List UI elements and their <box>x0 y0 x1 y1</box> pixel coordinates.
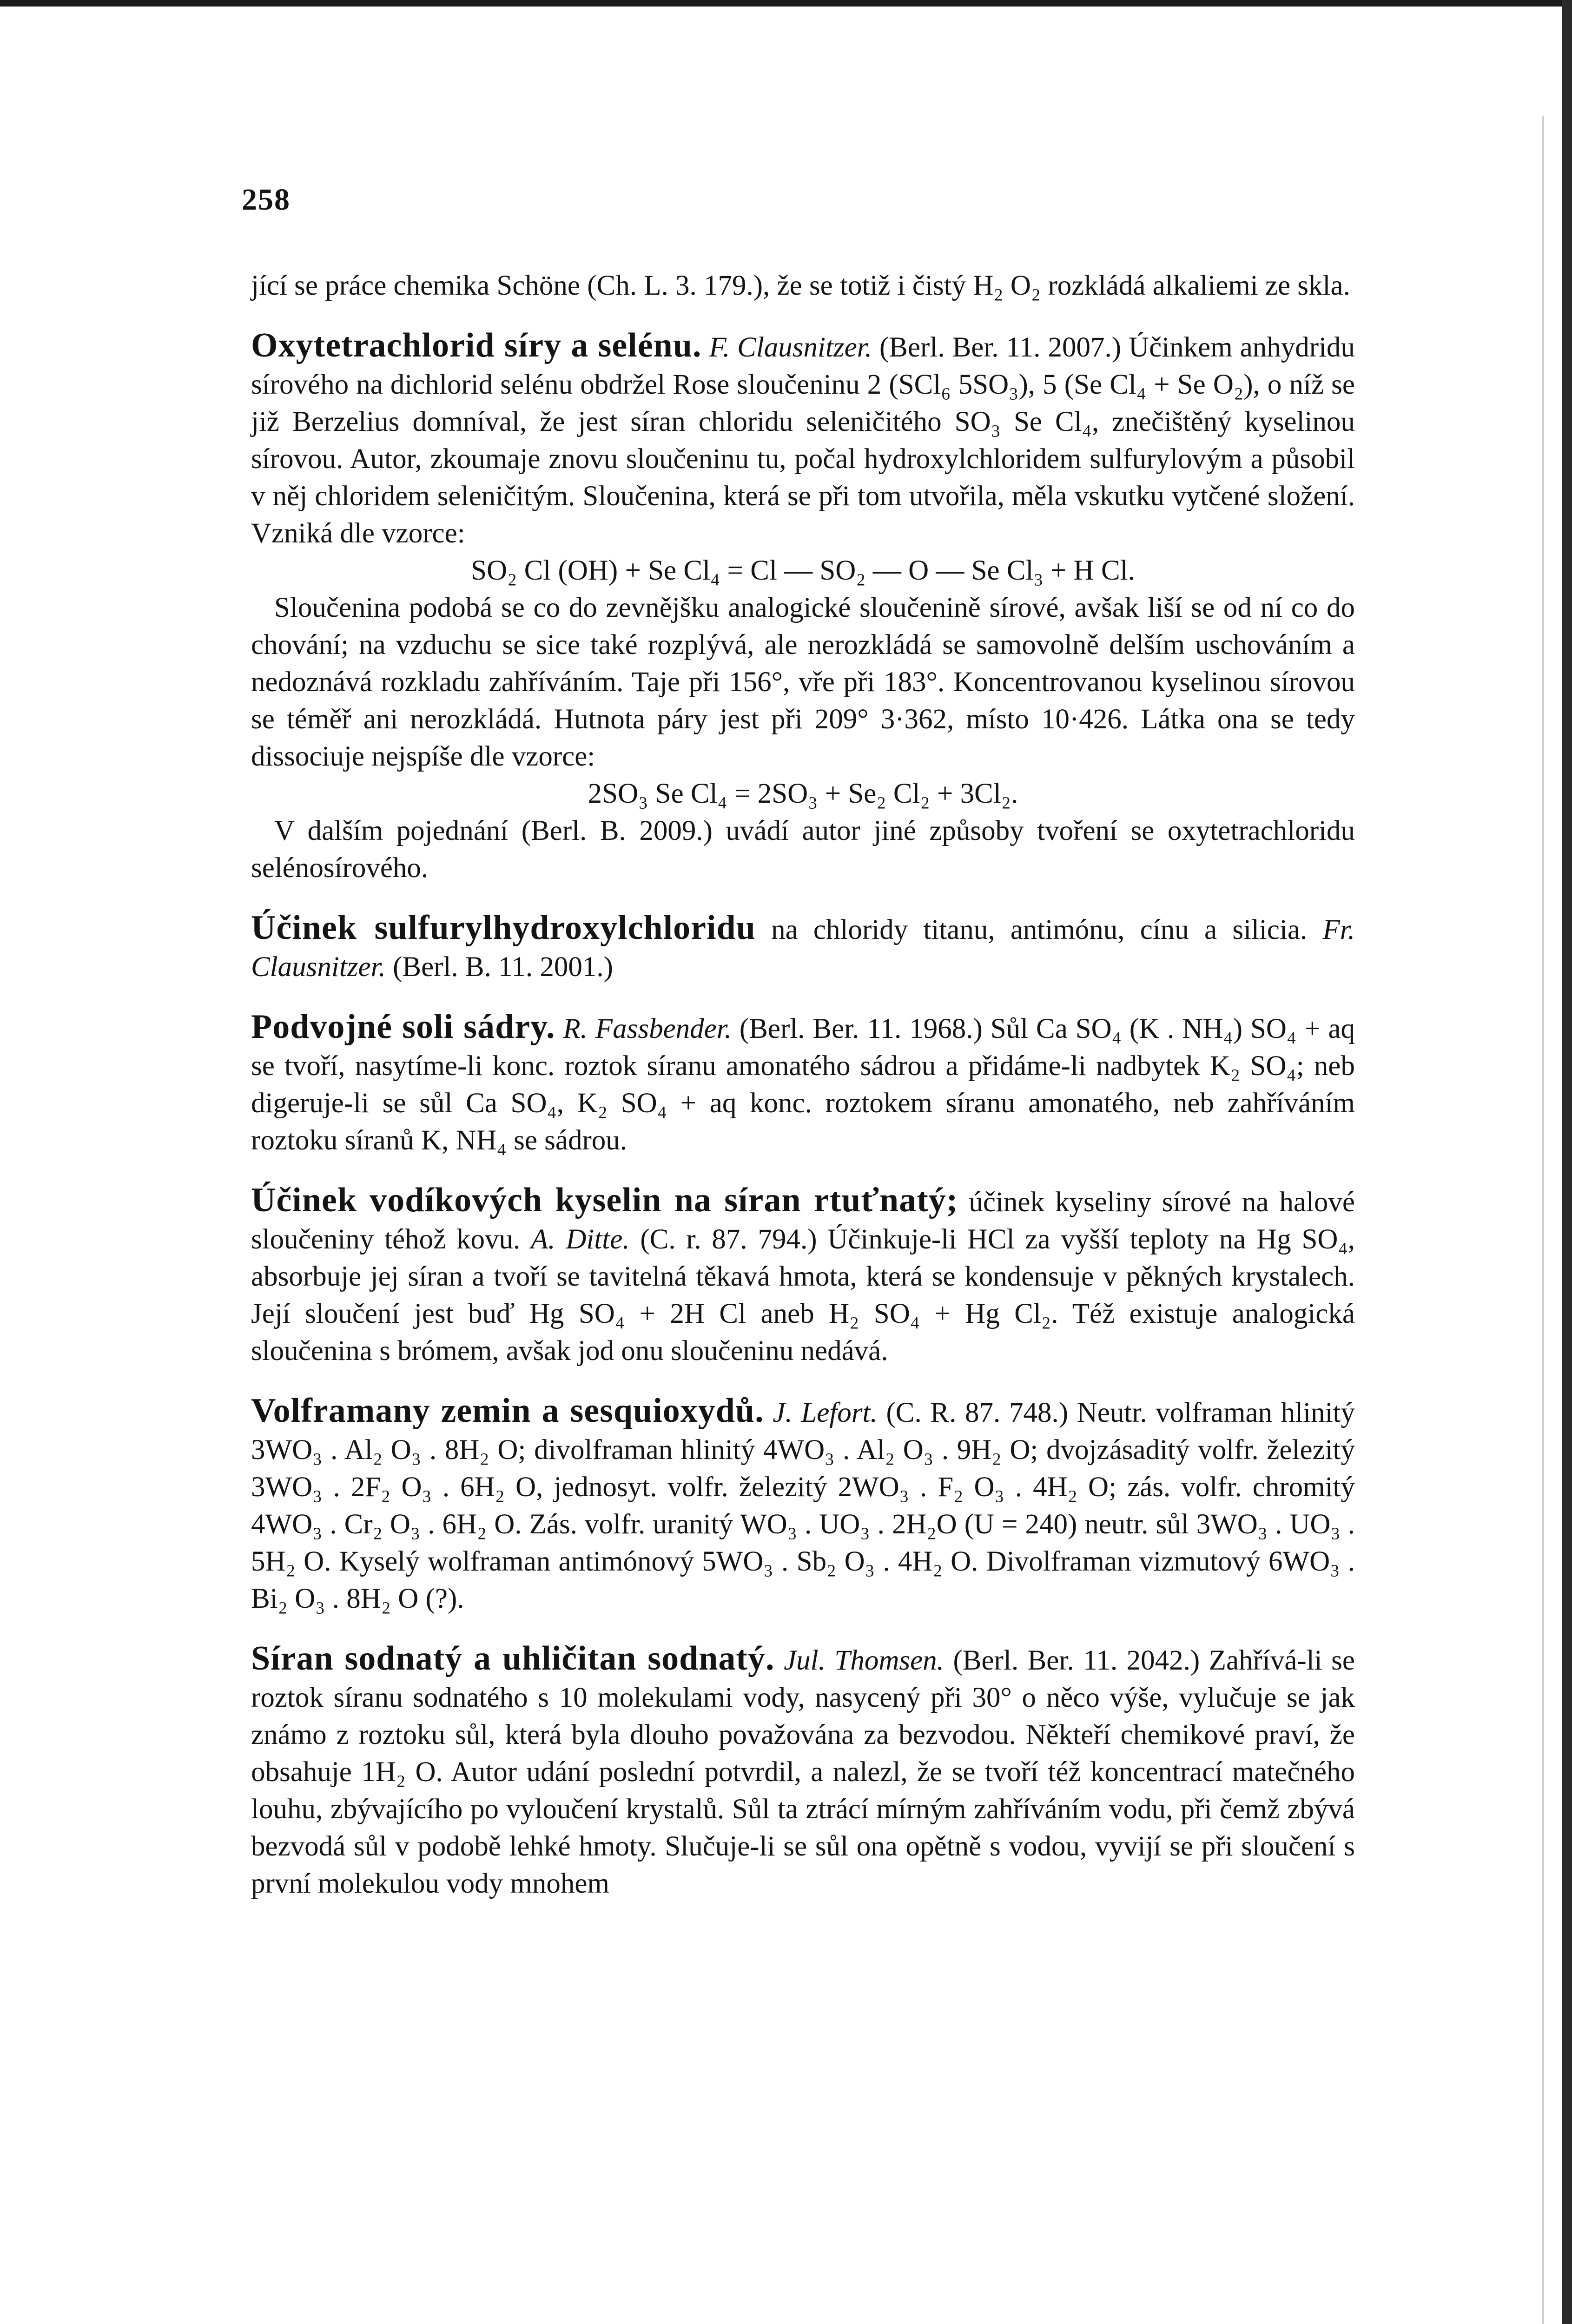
section-heading: Oxytetrachlorid síry a selénu. <box>251 326 702 364</box>
section-author: J. Lefort. <box>773 1397 878 1428</box>
section-author: Fr. Clausnitzer. <box>251 914 1355 983</box>
section-heading: Podvojné soli sádry. <box>251 1008 555 1046</box>
section-podvojne-soli <box>251 1008 1355 1159</box>
section-siran-sodnaty <box>251 1640 1355 1902</box>
section-ucinek-vodikovych <box>251 1182 1355 1370</box>
section-heading: Účinek sulfurylhydroxylchloridu <box>251 909 756 947</box>
section-reference: (Berl. B. 11. 2001.) <box>393 951 613 983</box>
section-text: (C. R. 87. 748.) Neutr. volframan hlinitý 3WO₃ . Al₂ O₃ . 8H₂ O; divolframan hlinitý 4WO₃ . Al₂ O₃ . 9H₂ O; dvojzásaditý volfr. železitý 3WO₃ . 2F₂ O₃ . 6H₂ O, jednosyt. volfr. železitý 2WO₃ . F₂ O₃ . 4H₂ O; zás. volfr. chromitý 4WO₃ . Cr₂ O₃ . 6H₂ O. Zás. volfr. uranitý WO₃ . UO₃ . 2H₂O (U = 240) neutr. sůl 3WO₃ . UO₃ . 5H₂ O. Kyselý wolframan antimónový 5WO₃ . Sb₂ O₃ . 4H₂ O. Divolframan vizmutový 6WO₃ . Bi₂ O₃ . 8H₂ O (?). <box>251 1397 1355 1614</box>
formula-2: 2SO₃ Se Cl₄ = 2SO₃ + Se₂ Cl₂ + 3Cl₂. <box>588 778 1018 809</box>
section-text: (Berl. Ber. 11. 2042.) Zahřívá-li se roztok síranu sodnatého s 10 molekulami vody, nasycený při 30° o něco výše, vylučuje se jak známo z roztoku sůl, která byla dlouho považována za bezvodou. Někteří chemikové praví, že obsahuje 1H₂ O. Autor udání poslední potvrdil, a nalezl, že se tvoří též koncentrací matečného louhu, zbývajícího po vyloučení krystalů. Sůl ta ztrácí mírným zahříváním vodu, při čemž zbývá bezvodá sůl v podobě lehké hmoty. Slučuje-li se sůl ona opětně s vodou, vyvijí se při sloučení s první molekulou vody mnohem <box>251 1645 1355 1899</box>
section-volframany <box>251 1392 1355 1618</box>
section-heading: Účinek vodíkových kyselin na síran rtuťnatý; <box>251 1181 958 1219</box>
formula-1: SO₂ Cl (OH) + Se Cl₄ = Cl — SO₂ — O — Se Cl₃ + H Cl. <box>471 555 1135 586</box>
section-oxytetrachlorid <box>251 327 1355 552</box>
section-heading: Volframany zemin a sesquioxydů. <box>251 1392 764 1430</box>
intro-paragraph: jící se práce chemika Schöne (Ch. L. 3. 179.), že se totiž i čistý H₂ O₂ rozkládá alkaliemi ze skla. <box>251 270 1350 301</box>
section-text: (C. r. 87. 794.) Účinkuje-li HCl za vyšší teploty na Hg SO₄, absorbuje jej síran a tvoří se tavitelná těkavá hmota, která se kondensuje v pěkných krystalech. Její sloučení jest buď Hg SO₄ + 2H Cl aneb H₂ SO₄ + Hg Cl₂. Též existuje analogická sloučenina s brómem, avšak jod onu sloučeninu nedává. <box>251 1224 1355 1367</box>
section-sulfurylhydroxylchlorid <box>251 909 1355 986</box>
section-text: (Berl. Ber. 11. 2007.) Účinkem anhydridu sírového na dichlorid selénu obdržel Rose sloučeninu 2 (SCl₆ 5SO₃), 5 (Se Cl₄ + Se O₂), o níž se již Berzelius domníval, že jest síran chloridu seleničitého SO₃ Se Cl₄, znečištěný kyselinou sírovou. Autor, zkoumaje znovu sloučeninu tu, počal hydroxylchloridem sulfurylovým a působil v něj chloridem seleničitým. Sloučenina, která se při tom utvořila, měla vskutku vytčené složení. Vzniká dle vzorce: <box>251 332 1355 549</box>
section-text: účinek kyseliny sírové na halové sloučeniny téhož kovu. <box>251 1187 1355 1255</box>
page-top-edge <box>0 0 1572 7</box>
page-right-edge <box>1562 0 1572 2324</box>
section-text: na chloridy titanu, antimónu, cínu a silicia. <box>771 914 1308 945</box>
section-text: Sloučenina podobá se co do zevnějšku analogické sloučenině sírové, avšak liší se od ní co do chování; na vzduchu se sice také rozplývá, ale nerozkládá se samovolně delším uschováním a nedoznává rozkladu zahříváním. Taje při 156°, vře při 183°. Koncentrovanou kyselinou sírovou se téměř ani nerozkládá. Hutnota páry jest při 209° 3·362, místo 10·426. Látka ona se tedy dissociuje nejspíše dle vzorce: <box>251 592 1355 772</box>
scan-margin-line <box>1542 116 1544 2324</box>
section-heading: Síran sodnatý a uhličitan sodnatý. <box>251 1639 775 1677</box>
section-author: F. Clausnitzer. <box>709 332 872 363</box>
section-author: Jul. Thomsen. <box>784 1645 944 1676</box>
page-body <box>251 267 1355 1902</box>
section-author: R. Fassbender. <box>563 1013 732 1044</box>
section-author: A. Ditte. <box>531 1224 630 1255</box>
section-text: V dalším pojednání (Berl. B. 2009.) uvádí autor jiné způsoby tvoření se oxytetrachloridu selénosírového. <box>251 815 1355 884</box>
page-number: 258 <box>242 183 291 217</box>
section-text: (Berl. Ber. 11. 1968.) Sůl Ca SO₄ (K . NH₄) SO₄ + aq se tvoří, nasytíme-li konc. roztok síranu amonatého sádrou a přidáme-li nadbytek K₂ SO₄; neb digeruje-li se sůl Ca SO₄, K₂ SO₄ + aq konc. roztokem síranu amonatého, neb zahříváním roztoku síranů K, NH₄ se sádrou. <box>251 1013 1355 1156</box>
